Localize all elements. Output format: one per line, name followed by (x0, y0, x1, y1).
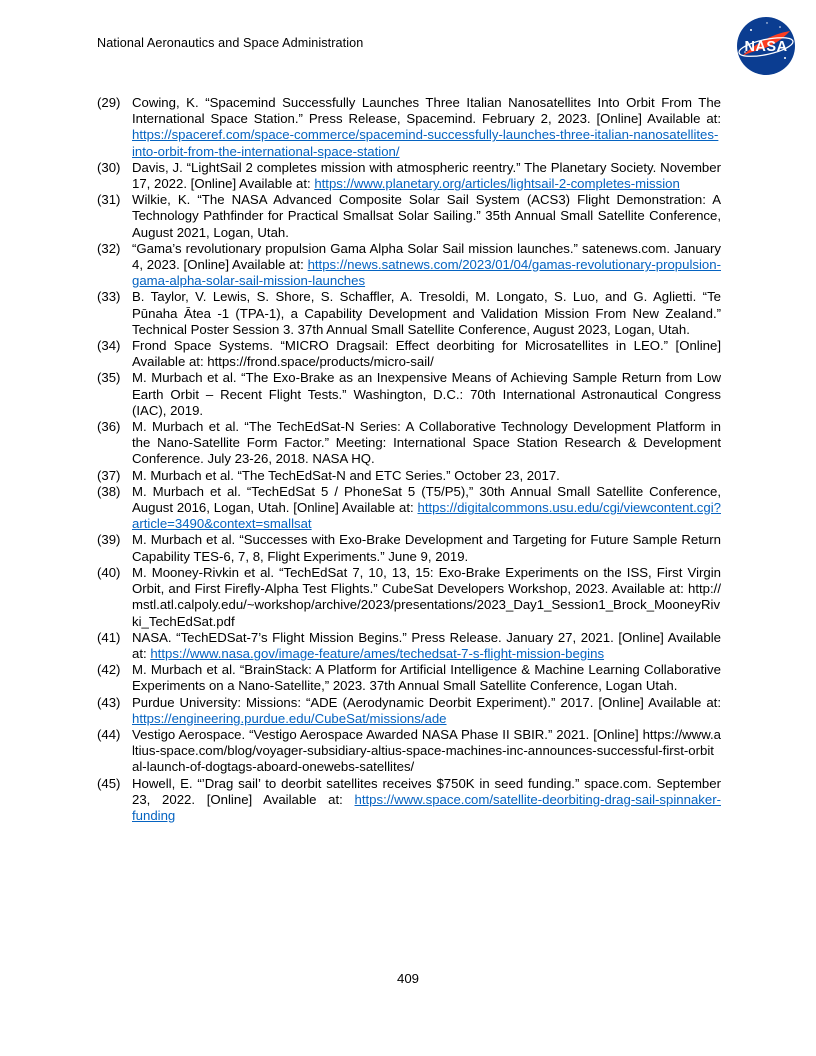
reference-link[interactable]: https://engineering.purdue.edu/CubeSat/missions/ade (132, 710, 447, 726)
reference-link[interactable]: https://digitalcommons.usu.edu/cgi/viewcontent.cgi?article=3490&context=smallsat (132, 500, 721, 532)
reference-number: (36) (97, 419, 121, 435)
reference-item (97, 289, 721, 338)
reference-link[interactable]: https://www.planetary.org/articles/lightsail-2-completes-mission (314, 176, 680, 192)
reference-item (97, 727, 721, 776)
reference-number: (37) (97, 467, 121, 483)
reference-number: (42) (97, 662, 121, 678)
reference-text: Frond Space Systems. “MICRO Dragsail: Effect deorbiting for Microsatellites in LEO.” [Online] Available at: (132, 338, 721, 370)
reference-number: (32) (97, 240, 121, 256)
reference-text: M. Mooney-Rivkin et al. “TechEdSat 7, 10, 13, 15: Exo-Brake Experiments on the ISS, First Virgin Orbit, and First Firefly-Alpha Test Flights.” CubeSat Developers Workshop, 2023. Available at: (132, 564, 721, 597)
reference-text: Cowing, K. “Spacemind Successfully Launches Three Italian Nanosatellites Into Orbit From The International Space Station.” Press Release, Spacemind. February 2, 2023. [Online] Available at: (132, 95, 721, 127)
reference-number: (30) (97, 159, 121, 175)
reference-text: M. Murbach et al. “The Exo-Brake as an Inexpensive Means of Achieving Sample Return from Low Earth Orbit – Recent Flight Tests.” Washington, D.C.: 70th International Astronautical Congress (IAC), 2019. (132, 370, 721, 418)
reference-text: B. Taylor, V. Lewis, S. Shore, S. Schaffler, A. Tresoldi, M. Longato, S. Luo, and G. Aglietti. “Te Pūnaha Ātea -1 (TPA-1), a Capability Development and Validation Mission From New Zealand.” Technical Poster Session 3. 37th Annual Small Satellite Conference, August 2023, Logan, Utah. (132, 289, 721, 337)
reference-text: Howell, E. “’Drag sail’ to deorbit satellites receives $750K in seed funding.” space.com. September 23, 2022. [Online] Available at: (132, 775, 721, 807)
reference-item (97, 419, 721, 468)
reference-number: (41) (97, 629, 121, 645)
reference-item (97, 630, 721, 662)
reference-link[interactable]: https://spaceref.com/space-commerce/spacemind-successfully-launches-three-italian-nanosatellites-into-orbit-from-the-international-space-station/ (132, 127, 719, 159)
page-number: 409 (396, 971, 419, 986)
reference-number: (35) (97, 370, 121, 386)
reference-item (97, 370, 721, 419)
reference-url-text: https://frond.space/products/micro-sail/ (207, 354, 434, 370)
reference-number: (40) (97, 564, 121, 580)
reference-text: M. Murbach et al. “The TechEdSat-N and ETC Series.” October 23, 2017. (132, 467, 560, 483)
reference-text: M. Murbach et al. “TechEdSat 5 / PhoneSat 5 (T5/P5),” 30th Annual Small Satellite Conference, August 2016, Logan, Utah. [Online] Available at: (132, 483, 721, 516)
svg-text:NASA: NASA (744, 39, 788, 55)
reference-item (97, 468, 721, 484)
reference-item (97, 776, 721, 825)
references-list (97, 95, 721, 824)
reference-number: (29) (97, 95, 121, 110)
reference-text: M. Murbach et al. “Successes with Exo-Brake Development and Targeting for Future Sample Return Capability TES-6, 7, 8, Flight Experiments.” June 9, 2019. (132, 532, 721, 564)
reference-url-text: https://www.altius-space.com/blog/voyager-subsidiary-altius-space-machines-inc-announces-successful-first-orbital-launch-of-dogtags-aboard-onewebs-satellites/ (132, 726, 721, 775)
reference-number: (44) (97, 726, 121, 742)
reference-number: (33) (97, 289, 121, 305)
reference-link[interactable]: https://news.satnews.com/2023/01/04/gamas-revolutionary-propulsion-gama-alpha-solar-sail-mission-launches (132, 257, 721, 289)
reference-item (97, 160, 721, 192)
reference-item (97, 662, 721, 694)
reference-number: (39) (97, 532, 121, 548)
reference-text: Davis, J. “LightSail 2 completes mission with atmospheric reentry.” The Planetary Society. November 17, 2022. [Online] Available at: (132, 159, 721, 192)
reference-item (97, 484, 721, 533)
reference-item (97, 565, 721, 630)
reference-number: (38) (97, 483, 121, 499)
nasa-meatball-icon (736, 16, 796, 76)
reference-item (97, 532, 721, 564)
reference-text: Vestigo Aerospace. “Vestigo Aerospace Awarded NASA Phase II SBIR.” 2021. [Online] (132, 726, 643, 742)
reference-link[interactable]: https://www.nasa.gov/image-feature/ames/techedsat-7-s-flight-mission-begins (150, 645, 605, 661)
reference-item (97, 695, 721, 727)
nasa-logo (736, 16, 796, 76)
reference-number: (31) (97, 192, 121, 208)
reference-item (97, 338, 721, 370)
reference-item (97, 192, 721, 241)
reference-url-text: http://mstl.atl.calpoly.edu/~workshop/archive/2023/presentations/2023_Day1_Session1_Brock_MooneyRivki_TechEdSat.pdf (132, 581, 721, 629)
reference-text: Wilkie, K. “The NASA Advanced Composite Solar Sail System (ACS3) Flight Demonstration: A Technology Pathfinder for Practical Smallsat Solar Sailing.” 35th Annual Small Satellite Conference, August 2021, Logan, Utah. (132, 192, 721, 240)
reference-text: Purdue University: Missions: “ADE (Aerodynamic Deorbit Experiment).” 2017. [Online] Available at: (132, 694, 721, 710)
reference-text: NASA. “TechEDSat-7’s Flight Mission Begins.” Press Release. January 27, 2021. [Online] Available at: (132, 629, 721, 661)
reference-number: (45) (97, 775, 121, 791)
reference-text: M. Murbach et al. “The TechEdSat-N Series: A Collaborative Technology Development Platform in the Nano-Satellite Form Factor.” Meeting: International Space Station Research & Development Conference. July 23-26, 2018. NASA HQ. (132, 419, 721, 467)
reference-text: M. Murbach et al. “BrainStack: A Platform for Artificial Intelligence & Machine Learning Collaborative Experiments on a Nano-Satellite,” 2023. 37th Annual Small Satellite Conference, Logan Utah. (132, 662, 721, 694)
header-agency-line: National Aeronautics and Space Administration (97, 36, 364, 50)
reference-item (97, 241, 721, 290)
reference-number: (43) (97, 694, 121, 710)
reference-text: “Gama’s revolutionary propulsion Gama Alpha Solar Sail mission launches.” satenews.com. January 4, 2023. [Online] Available at: (132, 240, 721, 273)
reference-item (97, 95, 721, 160)
reference-link[interactable]: https://www.space.com/satellite-deorbiting-drag-sail-spinnaker-funding (132, 791, 721, 823)
reference-number: (34) (97, 338, 121, 354)
